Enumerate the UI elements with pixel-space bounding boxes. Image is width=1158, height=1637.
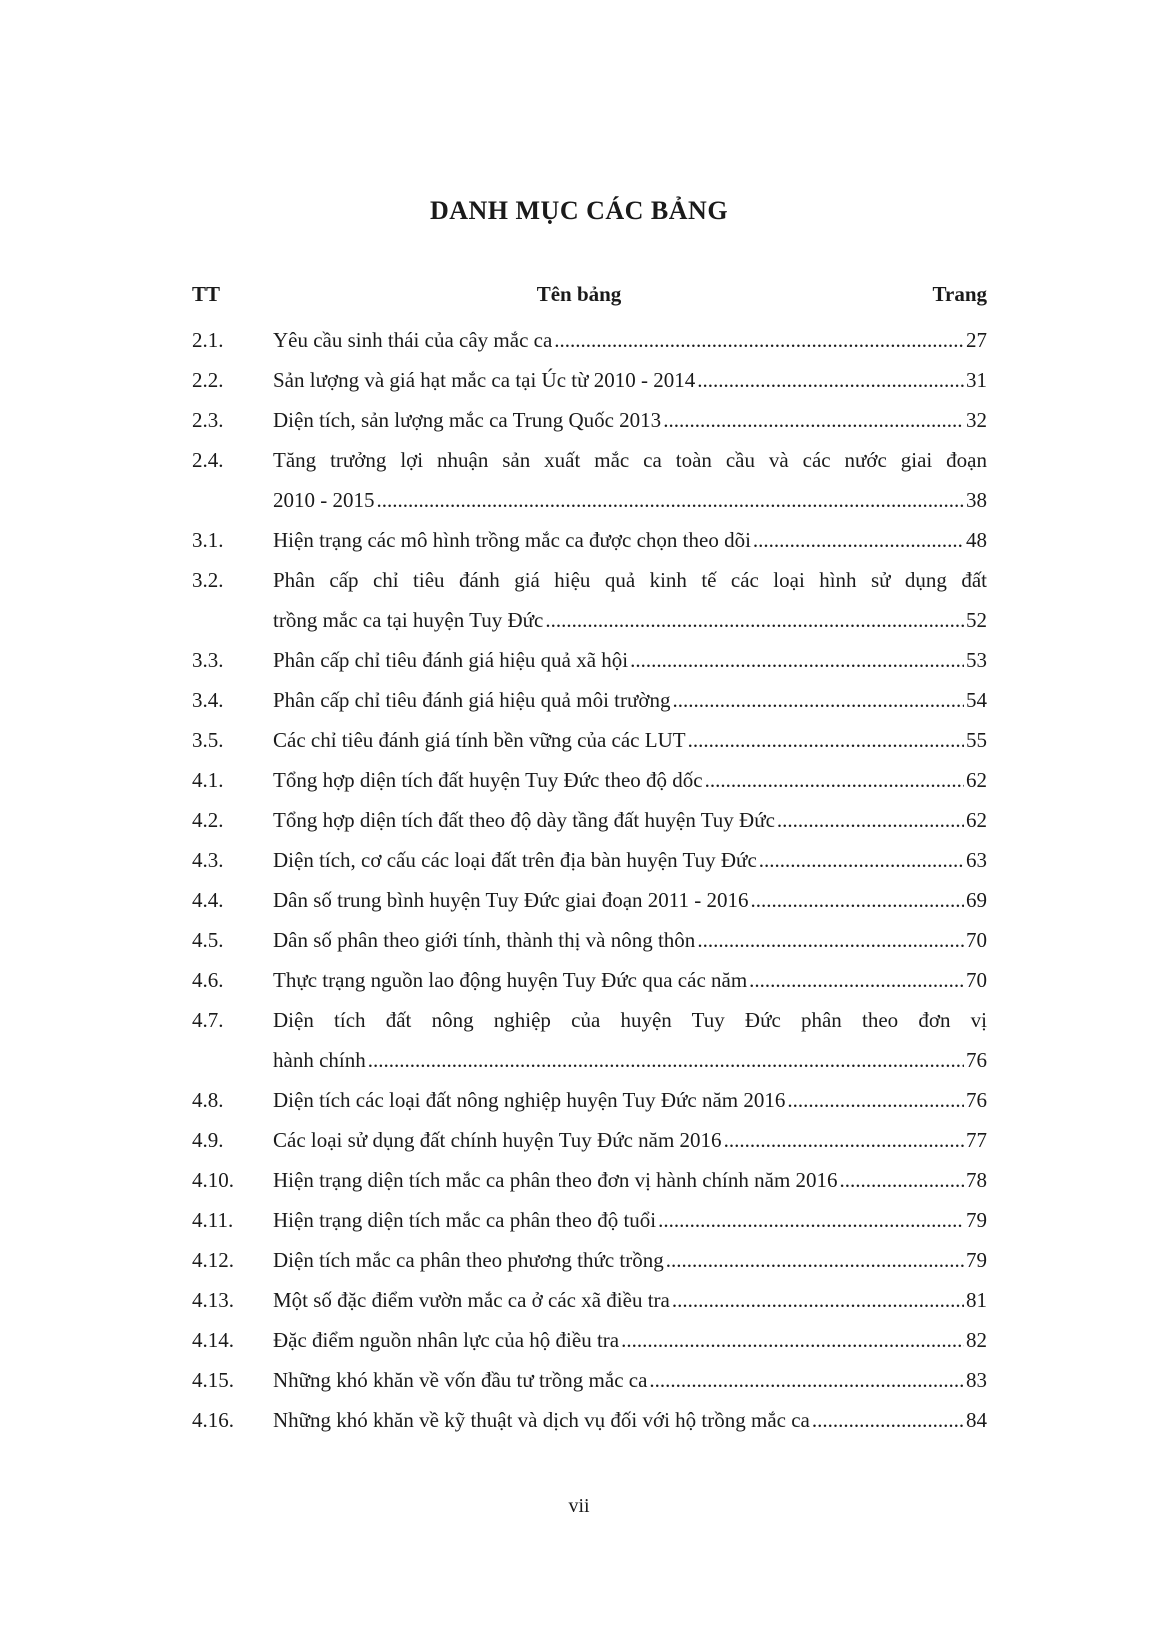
table-title: Hiện trạng diện tích mắc ca phân theo độ tuổi [273, 1208, 657, 1232]
table-number: 4.15. [192, 1368, 234, 1392]
page-number: vii [568, 1495, 590, 1517]
leader-dots [377, 480, 965, 520]
leader-dots [663, 400, 964, 440]
page-ref: 69 [966, 888, 987, 912]
leader-dots [705, 760, 964, 800]
toc-row[interactable] [0, 1240, 1158, 1280]
table-number: 2.1. [192, 328, 224, 352]
table-title: Hiện trạng diện tích mắc ca phân theo đơn vị hành chính năm 2016 [273, 1168, 838, 1192]
leader-line [273, 1080, 987, 1120]
page-ref: 27 [966, 328, 987, 352]
page-ref: 79 [966, 1248, 987, 1272]
leader-line [273, 1360, 987, 1400]
page-ref: 78 [966, 1168, 987, 1192]
toc-row[interactable] [0, 1000, 1158, 1040]
table-title: Thực trạng nguồn lao động huyện Tuy Đức qua các năm [273, 968, 748, 992]
leader-dots [649, 1360, 964, 1400]
table-title: Diện tích mắc ca phân theo phương thức trồng [273, 1248, 664, 1272]
toc-row[interactable] [0, 360, 1158, 400]
table-title: Tổng hợp diện tích đất theo độ dày tầng đất huyện Tuy Đức [273, 808, 775, 832]
table-title: Diện tích đất nông nghiệp của huyện Tuy Đức phân theo đơn vị [273, 1008, 987, 1032]
leader-dots [753, 520, 964, 560]
table-title: Sản lượng và giá hạt mắc ca tại Úc từ 2010 - 2014 [273, 368, 696, 392]
table-title: Yêu cầu sinh thái của cây mắc ca [273, 328, 553, 352]
table-number: 4.14. [192, 1328, 234, 1352]
leader-line [273, 1200, 987, 1240]
table-number: 3.5. [192, 728, 224, 752]
leader-line [273, 480, 987, 520]
table-title: Các chỉ tiêu đánh giá tính bền vững của các LUT [273, 728, 686, 752]
leader-dots [751, 880, 965, 920]
toc-row[interactable] [0, 440, 1158, 480]
table-title-continued: 2010 - 2015 [273, 488, 375, 512]
page-ref: 38 [966, 488, 987, 512]
leader-dots [777, 800, 964, 840]
leader-dots [672, 680, 964, 720]
table-title: Diện tích, sản lượng mắc ca Trung Quốc 2013 [273, 408, 662, 432]
toc-row[interactable] [0, 1080, 1158, 1120]
table-number: 4.12. [192, 1248, 234, 1272]
page-ref: 82 [966, 1328, 987, 1352]
leader-dots [621, 1320, 964, 1360]
leader-line [273, 920, 987, 960]
table-title: Những khó khăn về kỹ thuật và dịch vụ đối với hộ trồng mắc ca [273, 1408, 810, 1432]
table-title: Các loại sử dụng đất chính huyện Tuy Đức năm 2016 [273, 1128, 722, 1152]
leader-dots [545, 600, 964, 640]
leader-line [273, 880, 987, 920]
leader-dots [724, 1120, 964, 1160]
leader-dots [697, 360, 964, 400]
leader-dots [630, 640, 964, 680]
leader-line [273, 360, 987, 400]
table-list [0, 320, 1158, 1440]
toc-row[interactable] [0, 560, 1158, 600]
leader-dots [812, 1400, 964, 1440]
toc-row[interactable] [0, 880, 1158, 920]
page-ref: 84 [966, 1408, 987, 1432]
leader-line [273, 600, 987, 640]
toc-row[interactable] [0, 1320, 1158, 1360]
toc-row[interactable] [0, 920, 1158, 960]
toc-row[interactable] [0, 1360, 1158, 1400]
toc-row[interactable] [0, 1400, 1158, 1440]
column-header-page: Trang [932, 282, 987, 306]
table-number: 4.2. [192, 808, 224, 832]
toc-row[interactable] [0, 400, 1158, 440]
leader-line [273, 400, 987, 440]
leader-dots [697, 920, 964, 960]
page-ref: 52 [966, 608, 987, 632]
table-title: Đặc điểm nguồn nhân lực của hộ điều tra [273, 1328, 620, 1352]
table-number: 4.1. [192, 768, 224, 792]
leader-dots [749, 960, 964, 1000]
toc-row[interactable] [0, 520, 1158, 560]
page-ref: 48 [966, 528, 987, 552]
leader-line [273, 320, 987, 360]
table-number: 4.11. [192, 1208, 234, 1232]
leader-line [273, 680, 987, 720]
table-number: 2.2. [192, 368, 224, 392]
page-ref: 83 [966, 1368, 987, 1392]
table-number: 2.4. [192, 448, 224, 472]
table-number: 2.3. [192, 408, 224, 432]
table-number: 3.1. [192, 528, 224, 552]
toc-row[interactable] [0, 720, 1158, 760]
leader-dots [840, 1160, 964, 1200]
page-ref: 53 [966, 648, 987, 672]
toc-row[interactable] [0, 1120, 1158, 1160]
toc-row[interactable] [0, 1160, 1158, 1200]
table-number: 4.16. [192, 1408, 234, 1432]
leader-dots [554, 320, 964, 360]
leader-line [273, 520, 987, 560]
leader-line [273, 1400, 987, 1440]
table-title: Hiện trạng các mô hình trồng mắc ca được chọn theo dõi [273, 528, 751, 552]
table-number: 3.4. [192, 688, 224, 712]
table-number: 4.7. [192, 1008, 224, 1032]
table-number: 3.2. [192, 568, 224, 592]
table-title: Dân số trung bình huyện Tuy Đức giai đoạn 2011 - 2016 [273, 888, 749, 912]
table-number: 4.10. [192, 1168, 234, 1192]
leader-line [273, 1040, 987, 1080]
toc-row-continuation[interactable] [0, 1040, 1158, 1080]
table-title: Diện tích các loại đất nông nghiệp huyện Tuy Đức năm 2016 [273, 1088, 786, 1112]
leader-line [273, 1240, 987, 1280]
leader-dots [672, 1280, 964, 1320]
column-header-name: Tên bảng [536, 282, 622, 306]
toc-row[interactable] [0, 760, 1158, 800]
page-ref: 70 [966, 968, 987, 992]
table-title: Diện tích, cơ cấu các loại đất trên địa bàn huyện Tuy Đức [273, 848, 757, 872]
table-title: Phân cấp chỉ tiêu đánh giá hiệu quả xã hội [273, 648, 629, 672]
column-header-tt: TT [192, 282, 221, 306]
page-ref: 79 [966, 1208, 987, 1232]
leader-line [273, 960, 987, 1000]
leader-line [273, 1280, 987, 1320]
toc-row[interactable] [0, 1200, 1158, 1240]
table-number: 4.8. [192, 1088, 224, 1112]
leader-dots [658, 1200, 964, 1240]
table-number: 4.9. [192, 1128, 224, 1152]
page-ref: 62 [966, 808, 987, 832]
toc-row-continuation[interactable] [0, 600, 1158, 640]
leader-dots [666, 1240, 964, 1280]
toc-row-continuation[interactable] [0, 480, 1158, 520]
toc-row[interactable] [0, 680, 1158, 720]
page-ref: 54 [966, 688, 987, 712]
page-title: DANH MỤC CÁC BẢNG [429, 196, 729, 225]
page-ref: 70 [966, 928, 987, 952]
page-ref: 81 [966, 1288, 987, 1312]
leader-line [273, 840, 987, 880]
page-ref: 63 [966, 848, 987, 872]
page-ref: 77 [966, 1128, 987, 1152]
leader-line [273, 1120, 987, 1160]
page-ref: 76 [966, 1088, 987, 1112]
table-number: 4.6. [192, 968, 224, 992]
leader-line [273, 800, 987, 840]
page-ref: 62 [966, 768, 987, 792]
toc-row[interactable] [0, 320, 1158, 360]
toc-row[interactable] [0, 800, 1158, 840]
table-number: 3.3. [192, 648, 224, 672]
table-title: Dân số phân theo giới tính, thành thị và nông thôn [273, 928, 696, 952]
toc-row[interactable] [0, 960, 1158, 1000]
toc-row[interactable] [0, 1280, 1158, 1320]
table-number: 4.4. [192, 888, 224, 912]
page-ref: 76 [966, 1048, 987, 1072]
table-number: 4.3. [192, 848, 224, 872]
leader-line [273, 1160, 987, 1200]
leader-dots [688, 720, 964, 760]
table-title: Những khó khăn về vốn đầu tư trồng mắc ca [273, 1368, 648, 1392]
leader-dots [759, 840, 964, 880]
leader-line [273, 760, 987, 800]
table-title: Một số đặc điểm vườn mắc ca ở các xã điều tra [273, 1288, 670, 1312]
table-number: 4.13. [192, 1288, 234, 1312]
leader-line [273, 1320, 987, 1360]
table-title-continued: trồng mắc ca tại huyện Tuy Đức [273, 608, 544, 632]
table-title: Phân cấp chỉ tiêu đánh giá hiệu quả kinh tế các loại hình sử dụng đất [273, 568, 987, 592]
page-ref: 31 [966, 368, 987, 392]
table-title: Tổng hợp diện tích đất huyện Tuy Đức theo độ dốc [273, 768, 703, 792]
leader-line [273, 720, 987, 760]
table-title: Tăng trưởng lợi nhuận sản xuất mắc ca toàn cầu và các nước giai đoạn [273, 448, 987, 472]
leader-dots [368, 1040, 964, 1080]
leader-dots [787, 1080, 964, 1120]
page-ref: 32 [966, 408, 987, 432]
leader-line [273, 640, 987, 680]
table-number: 4.5. [192, 928, 224, 952]
table-title-continued: hành chính [273, 1048, 366, 1072]
toc-row[interactable] [0, 640, 1158, 680]
page-ref: 55 [966, 728, 987, 752]
table-title: Phân cấp chỉ tiêu đánh giá hiệu quả môi trường [273, 688, 671, 712]
toc-row[interactable] [0, 840, 1158, 880]
